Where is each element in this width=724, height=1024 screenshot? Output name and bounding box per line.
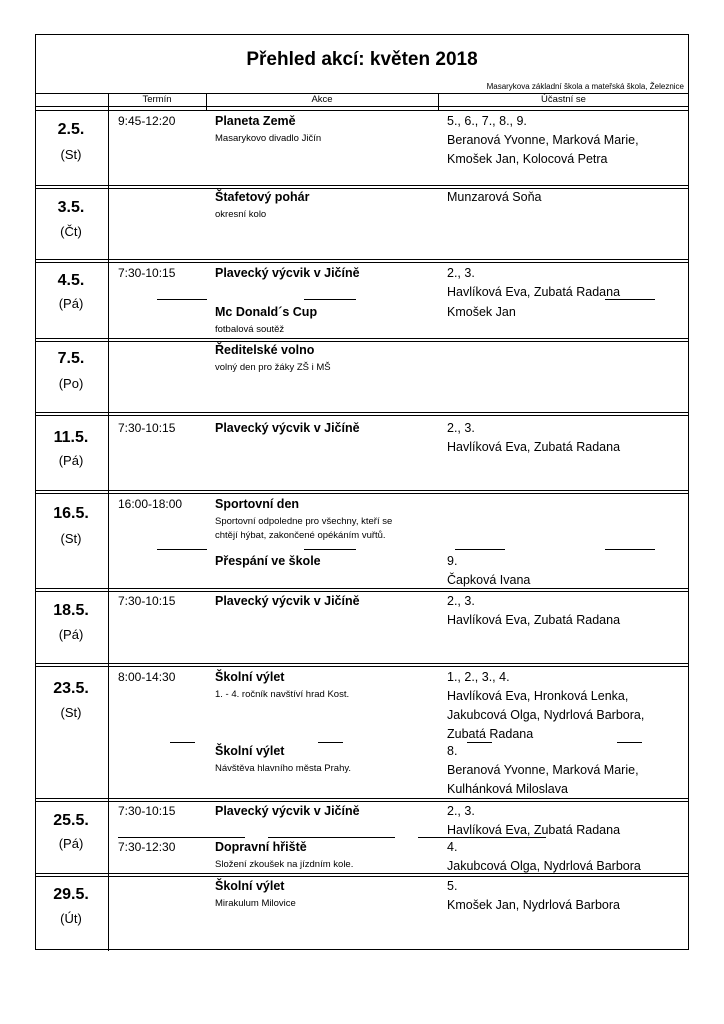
event-description: Návštěva hlavního města Prahy. (215, 763, 352, 774)
day-date: 16.5. (53, 505, 89, 522)
event-participants: 2., 3. (447, 421, 475, 435)
event-description: fotbalová soutěž (215, 324, 285, 335)
day-date: 23.5. (53, 680, 89, 697)
event-participants: 9. (447, 554, 458, 568)
event-description: Masarykovo divadlo Jičín (215, 133, 322, 144)
event-participants: 2., 3. (447, 266, 475, 280)
event-name: Přespání ve škole (215, 554, 321, 568)
day-of-week: (St) (60, 705, 82, 720)
column-header-termin: Termín (142, 94, 172, 105)
row-rule (35, 106, 689, 107)
event-participants: Čapková Ivana (447, 573, 531, 587)
event-participants: Kmošek Jan, Kolocová Petra (447, 152, 608, 166)
event-participants: Munzarová Soňa (447, 190, 542, 204)
day-of-week: (Pá) (58, 296, 84, 311)
separator-dash (304, 549, 356, 550)
separator-dash (318, 742, 343, 743)
event-participants: Kmošek Jan, Nydrlová Barbora (447, 898, 620, 912)
separator-dash (118, 837, 245, 838)
row-rule (35, 93, 689, 94)
separator-dash (467, 742, 492, 743)
row-rule (35, 110, 689, 111)
row-rule (35, 415, 689, 416)
row-rule (35, 185, 689, 186)
row-rule (35, 262, 689, 263)
event-participants: Jakubcová Olga, Nydrlová Barbora, (447, 708, 645, 722)
event-name: Planeta Země (215, 114, 296, 128)
separator-dash (418, 837, 546, 838)
event-participants: Jakubcová Olga, Nydrlová Barbora (447, 859, 641, 873)
event-participants: 5. (447, 879, 458, 893)
separator-dash (268, 837, 395, 838)
event-description: 1. - 4. ročník navštíví hrad Kost. (215, 689, 350, 700)
event-name: Mc Donald´s Cup (215, 305, 318, 319)
event-participants: Havlíková Eva, Zubatá Radana (447, 823, 621, 837)
day-of-week: (St) (60, 531, 82, 546)
event-participants: Havlíková Eva, Hronková Lenka, (447, 689, 629, 703)
column-rule (206, 93, 207, 110)
separator-dash (170, 742, 195, 743)
event-participants: Kulhánková Miloslava (447, 782, 568, 796)
event-participants: 4. (447, 840, 458, 854)
page-title: Přehled akcí: květen 2018 (246, 49, 478, 70)
event-participants: 2., 3. (447, 594, 475, 608)
event-time: 7:30-10:15 (118, 804, 176, 818)
separator-dash (605, 299, 655, 300)
row-rule (35, 798, 689, 799)
day-date: 11.5. (53, 429, 89, 446)
day-date: 4.5. (57, 272, 85, 289)
event-participants: Beranová Yvonne, Marková Marie, (447, 133, 639, 147)
event-time: 16:00-18:00 (118, 497, 183, 511)
day-date: 25.5. (53, 812, 89, 829)
event-participants: 5., 6., 7., 8., 9. (447, 114, 527, 128)
school-name: Masarykova základní škola a mateřská škola, Železnice (486, 82, 684, 91)
event-time: 7:30-12:30 (118, 840, 176, 854)
event-participants: Beranová Yvonne, Marková Marie, (447, 763, 639, 777)
column-header-akce: Akce (311, 94, 333, 105)
row-rule (35, 588, 689, 589)
separator-dash (157, 549, 207, 550)
row-rule (35, 666, 689, 667)
day-date: 18.5. (53, 602, 89, 619)
event-participants: Havlíková Eva, Zubatá Radana (447, 285, 621, 299)
row-rule (35, 876, 689, 877)
row-rule (35, 412, 689, 413)
row-rule (35, 493, 689, 494)
event-name: Štafetový pohár (215, 190, 310, 204)
event-time: 7:30-10:15 (118, 266, 176, 280)
event-participants: Havlíková Eva, Zubatá Radana (447, 613, 621, 627)
event-participants: 8. (447, 744, 458, 758)
event-name: Plavecký výcvik v Jičíně (215, 594, 360, 608)
event-name: Plavecký výcvik v Jičíně (215, 804, 360, 818)
event-participants: Zubatá Radana (447, 727, 534, 741)
column-rule (438, 93, 439, 110)
day-of-week: (Pá) (58, 627, 84, 642)
event-time: 7:30-10:15 (118, 421, 176, 435)
event-name: Sportovní den (215, 497, 300, 511)
event-description: chtějí hýbat, zakončené opékáním vuřtů. (215, 530, 386, 541)
day-date: 2.5. (57, 121, 85, 138)
event-participants: Havlíková Eva, Zubatá Radana (447, 440, 621, 454)
event-participants: 2., 3. (447, 804, 475, 818)
event-name: Ředitelské volno (215, 343, 315, 357)
row-rule (35, 801, 689, 802)
event-description: Sportovní odpoledne pro všechny, kteří se (215, 516, 393, 527)
event-name: Plavecký výcvik v Jičíně (215, 266, 360, 280)
event-name: Školní výlet (215, 879, 285, 893)
day-date: 7.5. (57, 350, 85, 367)
day-of-week: (Pá) (58, 453, 84, 468)
row-rule (35, 341, 689, 342)
day-of-week: (Pá) (58, 836, 84, 851)
separator-dash (617, 742, 642, 743)
event-name: Dopravní hřiště (215, 840, 307, 854)
row-rule (35, 663, 689, 664)
event-name: Plavecký výcvik v Jičíně (215, 421, 360, 435)
row-rule (35, 873, 689, 874)
separator-dash (455, 549, 505, 550)
event-time: 9:45-12:20 (118, 114, 176, 128)
row-rule (35, 188, 689, 189)
event-time: 8:00-14:30 (118, 670, 176, 684)
separator-dash (605, 549, 655, 550)
event-description: Složení zkoušek na jízdním kole. (215, 859, 354, 870)
event-name: Školní výlet (215, 670, 285, 684)
separator-dash (157, 299, 207, 300)
day-date: 29.5. (53, 886, 89, 903)
event-description: volný den pro žáky ZŠ i MŠ (215, 362, 331, 373)
event-time: 7:30-10:15 (118, 594, 176, 608)
event-participants: 1., 2., 3., 4. (447, 670, 510, 684)
row-rule (35, 490, 689, 491)
column-rule (108, 93, 109, 951)
column-header-ucastni: Účastní se (541, 94, 586, 105)
event-description: okresní kolo (215, 209, 267, 220)
row-rule (35, 591, 689, 592)
event-participants: Kmošek Jan (447, 305, 516, 319)
separator-dash (304, 299, 356, 300)
day-of-week: (Čt) (60, 224, 82, 239)
day-of-week: (St) (60, 147, 82, 162)
event-name: Školní výlet (215, 744, 285, 758)
row-rule (35, 259, 689, 260)
event-description: Mirakulum Milovice (215, 898, 296, 909)
day-of-week: (Út) (60, 911, 82, 926)
day-of-week: (Po) (58, 376, 84, 391)
row-rule (35, 338, 689, 339)
day-date: 3.5. (57, 199, 85, 216)
